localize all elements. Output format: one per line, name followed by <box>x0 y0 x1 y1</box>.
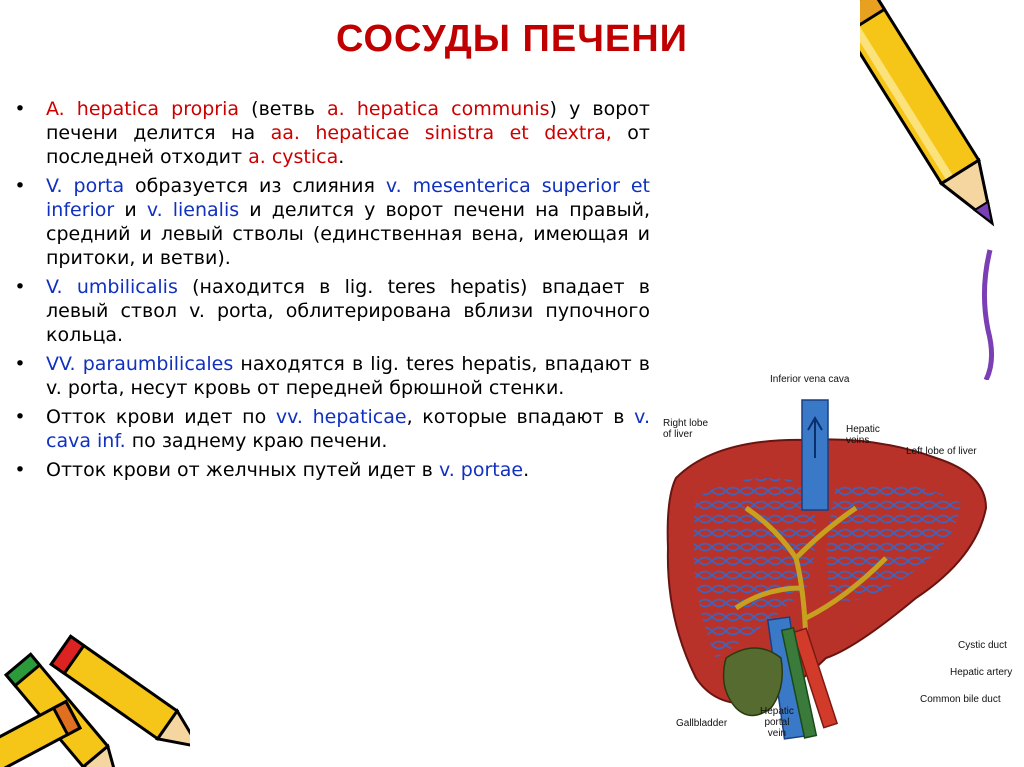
label-gallbladder: Gallbladder <box>676 718 728 729</box>
bullet-text: образуется из слияния <box>124 175 386 197</box>
bullet-item <box>10 405 650 453</box>
bullet-text: от последней отходит <box>46 122 651 168</box>
bullet-icon: • <box>14 459 26 481</box>
label-right-lobe: Right lobe of liver <box>663 418 709 440</box>
latin-term: v. mesenterica superior et inferior <box>46 175 650 221</box>
bullet-text: по заднему краю печени. <box>125 430 388 452</box>
pencil-clipart-icon <box>860 0 1000 380</box>
label-hepatic-artery: Hepatic artery <box>950 667 1013 678</box>
label-cystic-duct: Cystic duct <box>958 640 1007 651</box>
latin-term: v. portae <box>438 459 524 481</box>
bullet-text: . <box>523 459 530 481</box>
page-title: СОСУДЫ ПЕЧЕНИ <box>336 18 688 60</box>
latin-term: VV. paraumbilicales <box>46 353 234 375</box>
label-common-bile-duct: Common bile duct <box>920 694 1001 705</box>
bullet-text: находятся в lig. teres hepatis, впадают в v. porta, несут кровь от передней брюшной стенки. <box>46 353 650 399</box>
bullet-icon: • <box>14 406 26 428</box>
label-portal-vein: Hepatic portal vein <box>760 706 794 739</box>
liver-diagram <box>656 358 1024 767</box>
bullet-text: Отток крови от желчных путей идет в <box>46 459 439 481</box>
bullet-text: (ветвь <box>239 98 328 120</box>
bullet-icon: • <box>14 276 26 298</box>
bullet-text: , которые впадают в <box>406 406 635 428</box>
bullet-text: (находится в lig. teres hepatis) впадает в левый ствол v. porta, облитерирована вблизи пупочного кольца. <box>46 276 650 346</box>
label-left-lobe: Left lobe of liver <box>906 446 977 457</box>
latin-term: vv. hepaticae <box>275 406 407 428</box>
bullet-item <box>10 97 650 169</box>
bullet-text: и делится у ворот печени на правый, средний и левый стволы (единственная вена, имеющая и притоки, и ветви). <box>46 199 650 269</box>
bullet-icon: • <box>14 98 26 120</box>
latin-term: v. cava inf. <box>46 406 650 452</box>
latin-term: A. hepatica propria <box>46 98 240 120</box>
latin-term: v. lienalis <box>146 199 240 221</box>
bullet-list <box>10 97 650 487</box>
label-inferior-vena-cava: Inferior vena cava <box>770 374 850 385</box>
bullet-item <box>10 174 650 270</box>
bullet-icon: • <box>14 353 26 375</box>
latin-term: V. umbilicalis <box>46 276 178 298</box>
pencils-clipart-icon <box>0 618 190 767</box>
bullet-item <box>10 275 650 347</box>
label-hepatic-veins: Hepatic veins <box>846 424 880 446</box>
bullet-item <box>10 352 650 400</box>
latin-term: a. cystica <box>248 146 339 168</box>
latin-term: V. porta <box>46 175 125 197</box>
bullet-text: Отток крови идет по <box>46 406 276 428</box>
bullet-icon: • <box>14 175 26 197</box>
bullet-text: . <box>338 146 345 168</box>
latin-term: a. hepatica communis <box>327 98 550 120</box>
bullet-text: и <box>114 199 147 221</box>
bullet-text: ) у ворот печени делится на <box>46 98 650 144</box>
latin-term: aa. hepaticae sinistra et dextra, <box>270 122 612 144</box>
bullet-item <box>10 458 650 482</box>
